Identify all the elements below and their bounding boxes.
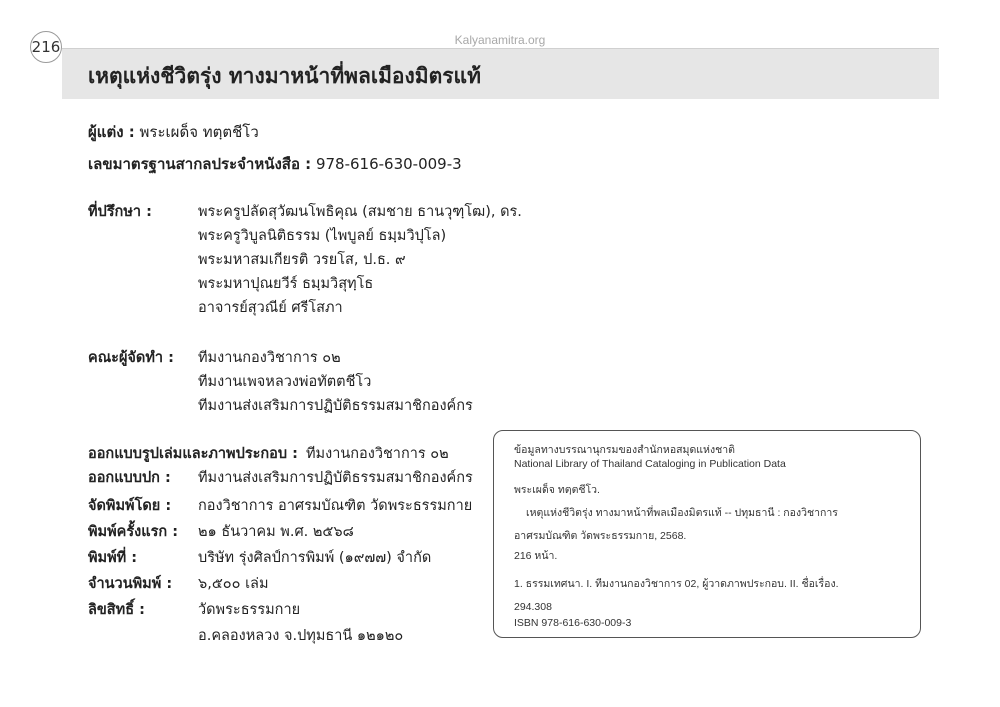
- advisor-name: พระมหาสมเกียรติ วรยโส, ป.ธ. ๙: [198, 252, 406, 268]
- cip-heading-english: National Library of Thailand Cataloging in Publication Data: [514, 458, 786, 470]
- credit-value: ๒๑ ธันวาคม พ.ศ. ๒๕๖๘: [198, 524, 354, 540]
- credit-value: ทีมงานส่งเสริมการปฏิบัติธรรมสมาชิกองค์กร: [198, 470, 473, 486]
- title-bar: [62, 48, 939, 99]
- author-value: พระเผด็จ ทตฺตชีโว: [139, 123, 259, 141]
- isbn-line: [88, 152, 462, 176]
- cip-isbn: ISBN 978-616-630-009-3: [514, 617, 632, 629]
- team-name: ทีมงานเพจหลวงพ่อทัตตชีโว: [198, 374, 372, 390]
- credit-value: ๖,๕๐๐ เล่ม: [198, 576, 269, 592]
- cip-entry-line: เหตุแห่งชีวิตรุ่ง ทางมาหน้าที่พลเมืองมิตรแท้ -- ปทุมธานี : กองวิชาการ: [526, 507, 838, 519]
- credit-label: จัดพิมพ์โดย :: [88, 498, 172, 514]
- team-label: คณะผู้จัดทำ :: [88, 350, 174, 366]
- credit-label: ออกแบบรูปเล่มและภาพประกอบ :: [88, 446, 298, 462]
- credit-value: บริษัท รุ่งศิลป์การพิมพ์ (๑๙๗๗) จำกัด: [198, 550, 432, 566]
- cip-entry-line: อาศรมบัณฑิต วัดพระธรรมกาย, 2568.: [514, 530, 687, 542]
- team-name: ทีมงานส่งเสริมการปฏิบัติธรรมสมาชิกองค์กร: [198, 398, 473, 414]
- advisors-label: ที่ปรึกษา :: [88, 204, 152, 220]
- watermark: Kalyanamitra.org: [454, 33, 546, 47]
- credit-label: ออกแบบปก :: [88, 470, 171, 486]
- author-label: ผู้แต่ง :: [88, 123, 135, 141]
- team-name: ทีมงานกองวิชาการ ๐๒: [198, 350, 341, 366]
- page-number: 216: [30, 31, 62, 63]
- credit-label: พิมพ์ที่ :: [88, 550, 138, 566]
- isbn-label: เลขมาตรฐานสากลประจำหนังสือ :: [88, 155, 312, 173]
- credit-label: พิมพ์ครั้งแรก :: [88, 524, 179, 540]
- address: อ.คลองหลวง จ.ปทุมธานี ๑๒๑๒๐: [198, 628, 404, 644]
- credit-label: ลิขสิทธิ์ :: [88, 602, 145, 618]
- cip-heading-thai: ข้อมูลทางบรรณานุกรมของสำนักหอสมุดแห่งชาติ: [514, 444, 735, 456]
- advisor-name: อาจารย์สุวณีย์ ศรีโสภา: [198, 300, 343, 316]
- cip-subjects: 1. ธรรมเทศนา. I. ทีมงานกองวิชาการ 02, ผู้วาดภาพประกอบ. II. ชื่อเรื่อง.: [514, 578, 839, 590]
- cip-pages: 216 หน้า.: [514, 550, 558, 562]
- advisor-name: พระครูวิบูลนิติธรรม (ไพบูลย์ ธมฺมวิปุโล): [198, 228, 447, 244]
- book-title: เหตุแห่งชีวิตรุ่ง ทางมาหน้าที่พลเมืองมิตรแท้: [88, 64, 481, 88]
- credit-value: ทีมงานกองวิชาการ ๐๒: [306, 446, 449, 462]
- author-line: [88, 120, 259, 144]
- cip-author: พระเผด็จ ทตฺตชีโว.: [514, 484, 600, 496]
- credit-value: กองวิชาการ อาศรมบัณฑิต วัดพระธรรมกาย: [198, 498, 473, 514]
- credit-value: วัดพระธรรมกาย: [198, 602, 301, 618]
- cip-box: [493, 430, 921, 638]
- advisor-name: พระครูปลัดสุวัฒนโพธิคุณ (สมชาย ธานวุฑฺโฒ), ดร.: [198, 204, 522, 220]
- advisor-name: พระมหาปุณยวีร์ ธมฺมวิสุทฺโธ: [198, 276, 374, 292]
- isbn-value: 978-616-630-009-3: [315, 155, 462, 173]
- credit-label: จำนวนพิมพ์ :: [88, 576, 173, 592]
- cip-class-number: 294.308: [514, 601, 552, 613]
